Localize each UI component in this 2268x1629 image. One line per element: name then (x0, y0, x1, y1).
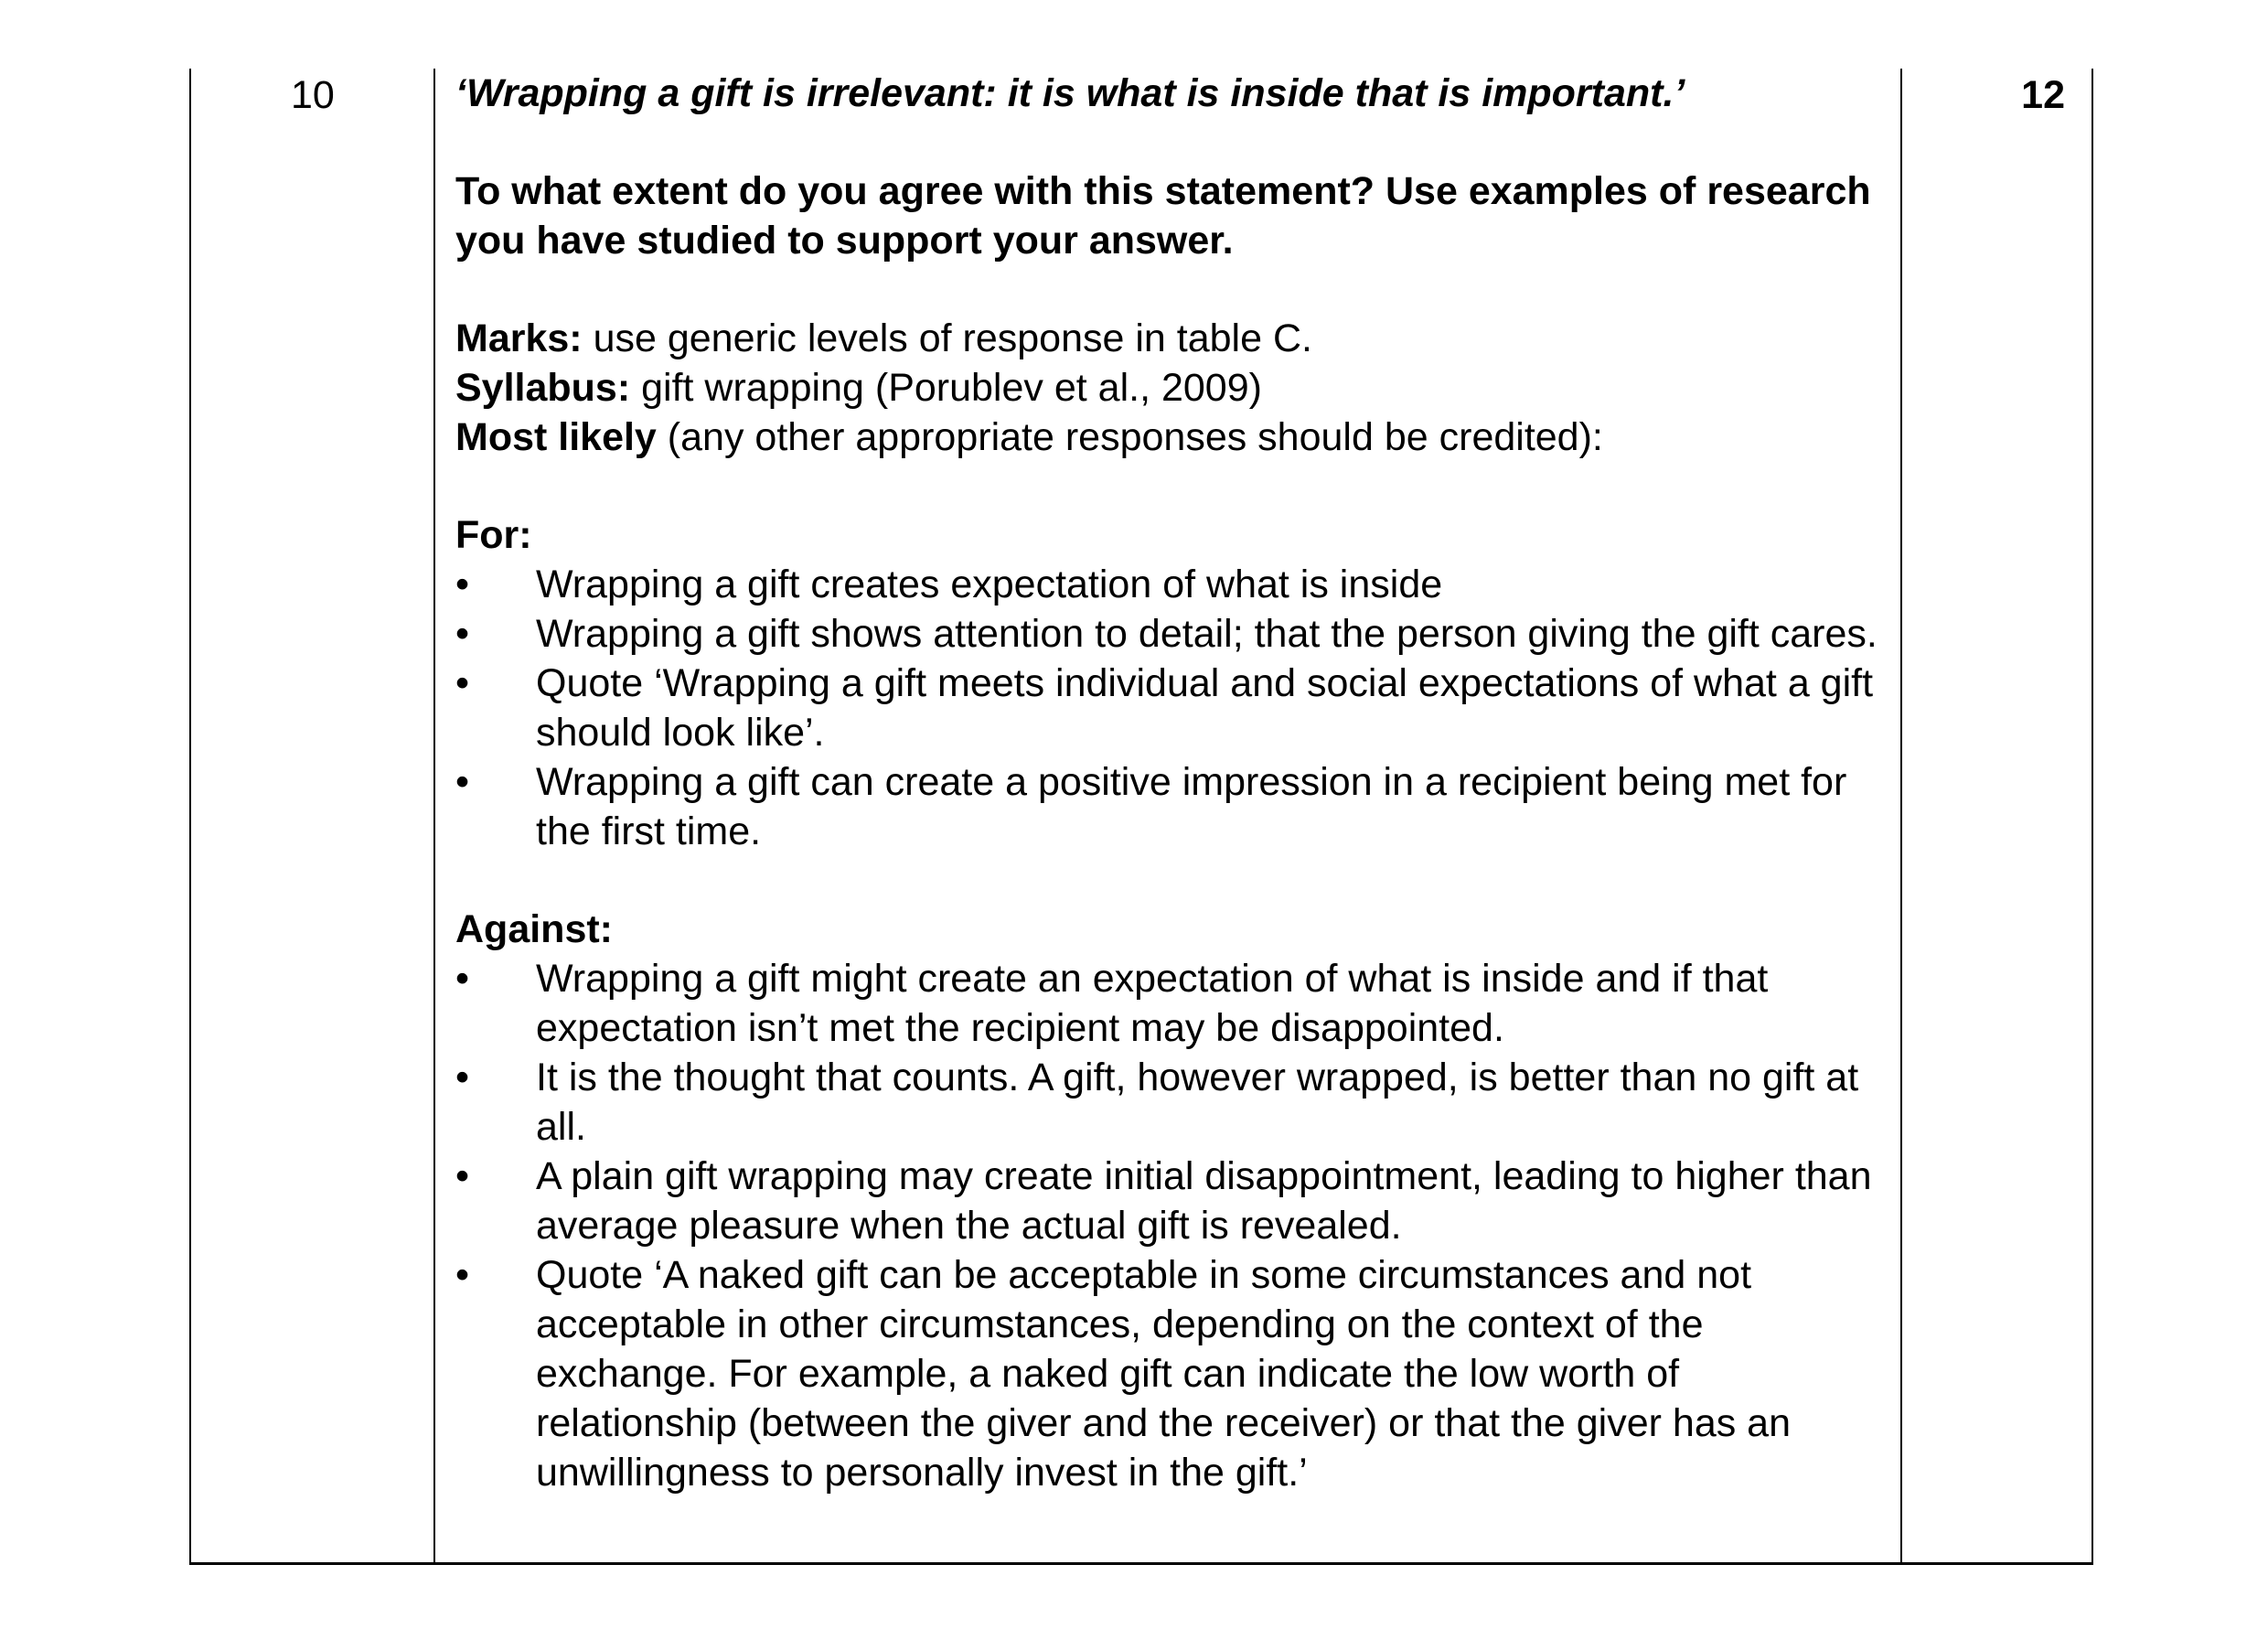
bullet-icon: • (455, 563, 470, 606)
bullet-icon: • (455, 1253, 470, 1297)
table-divider-question-number (433, 69, 435, 1564)
table-border-left (189, 69, 191, 1564)
syllabus-text: gift wrapping (Porublev et al., 2009) (630, 366, 1262, 410)
most-likely-text: (any other appropriate responses should be credited): (656, 415, 1603, 459)
bullet-icon: • (455, 760, 470, 804)
bullet-icon: • (455, 1056, 470, 1099)
list-item: • It is the thought that counts. A gift, however wrapped, is better than no gift at all. (455, 1053, 1882, 1152)
answer-cell (455, 69, 1882, 1497)
marks-guidance (455, 314, 1882, 363)
syllabus-reference (455, 363, 1882, 413)
table-border-right (2091, 69, 2093, 1564)
against-list (455, 954, 1882, 1497)
question-number: 10 (291, 73, 335, 117)
list-item: • Wrapping a gift creates expectation of what is inside (455, 560, 1882, 609)
bullet-icon: • (455, 957, 470, 1001)
list-item: • Quote ‘Wrapping a gift meets individual and social expectations of what a gift should look like’. (455, 659, 1882, 757)
marks-total: 12 (2021, 73, 2065, 117)
for-heading: For: (455, 513, 532, 557)
bullet-icon: • (455, 612, 470, 656)
syllabus-label: Syllabus: (455, 366, 631, 410)
list-item: • Wrapping a gift can create a positive impression in a recipient being met for the first time. (455, 757, 1882, 856)
table-divider-marks (1900, 69, 1902, 1564)
list-item: • Quote ‘A naked gift can be acceptable in some circumstances and not acceptable in other circumstances, depending on the context of the exchange. For example, a naked gift can indicate the low worth of relationship (between the giver and the receiver) or that the giver has an unwillingness to personally invest in the gift.’ (455, 1250, 1882, 1497)
question-statement: ‘Wrapping a gift is irrelevant: it is what is inside that is important.’ (455, 71, 1685, 115)
marks-guidance-text: use generic levels of response in table C. (582, 316, 1312, 360)
against-heading: Against: (455, 907, 613, 951)
question-instruction: To what extent do you agree with this statement? Use examples of research you have studied to support your answer. (455, 169, 1871, 263)
marks-guidance-label: Marks: (455, 316, 583, 360)
list-item: • Wrapping a gift might create an expectation of what is inside and if that expectation isn’t met the recipient may be disappointed. (455, 954, 1882, 1053)
list-item: • A plain gift wrapping may create initial disappointment, leading to higher than average pleasure when the actual gift is revealed. (455, 1152, 1882, 1250)
list-item: • Wrapping a gift shows attention to detail; that the person giving the gift cares. (455, 609, 1882, 659)
bullet-icon: • (455, 1154, 470, 1198)
most-likely-note (455, 413, 1882, 462)
most-likely-label: Most likely (455, 415, 657, 459)
table-border-bottom (189, 1562, 2093, 1565)
bullet-icon: • (455, 661, 470, 705)
for-list (455, 560, 1882, 856)
